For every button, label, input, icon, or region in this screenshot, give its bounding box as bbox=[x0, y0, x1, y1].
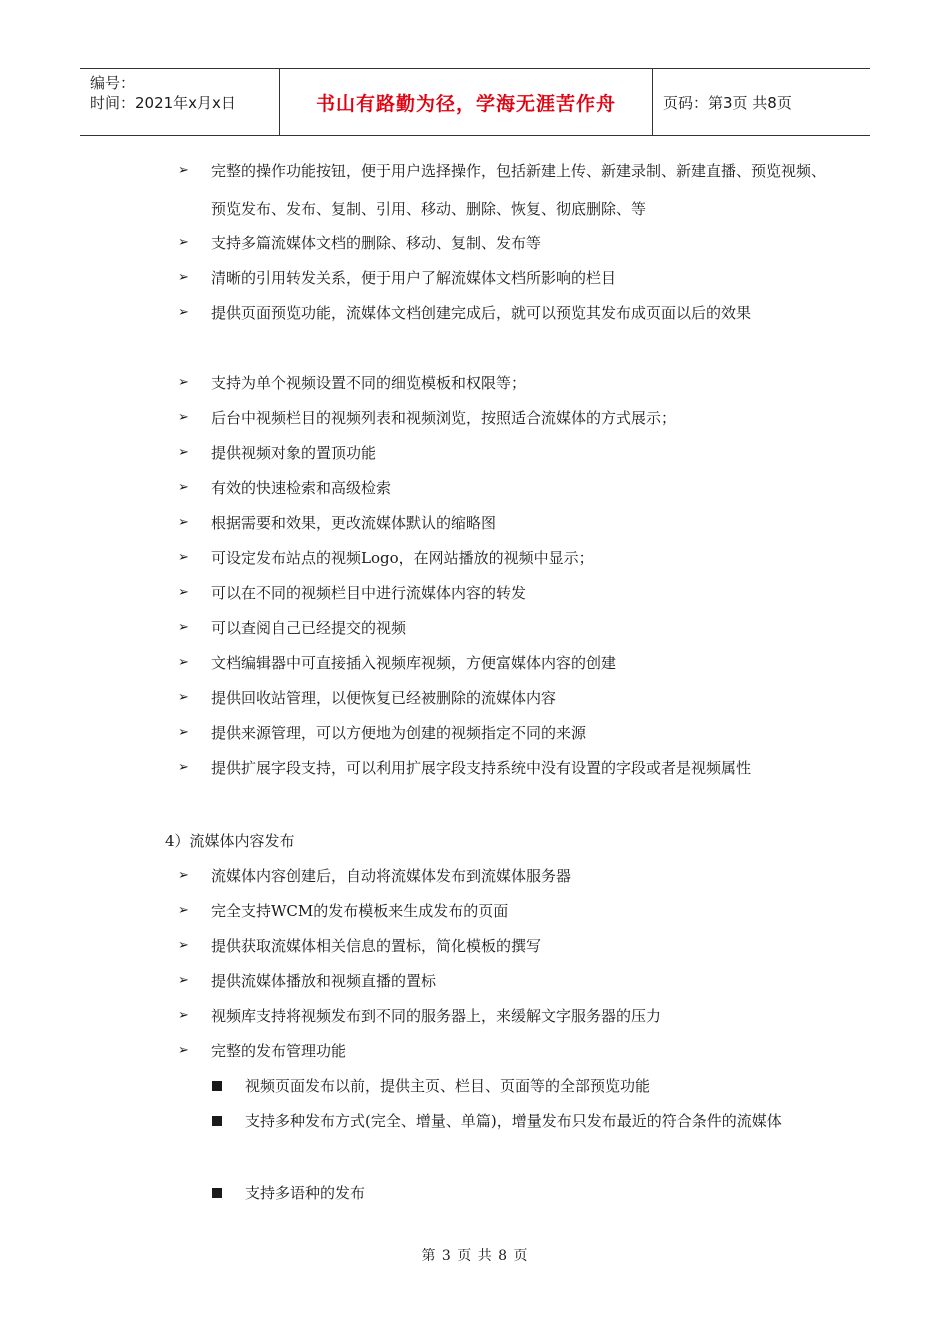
arrow-bullet-icon: ➢ bbox=[178, 760, 189, 775]
list-item: ➢ 视频库支持将视频发布到不同的服务器上，来缓解文字服务器的压力 bbox=[178, 997, 828, 1035]
square-bullet-icon bbox=[212, 1081, 222, 1091]
list-item: ➢ 文档编辑器中可直接插入视频库视频，方便富媒体内容的创建 bbox=[178, 644, 828, 682]
doc-number-label: 编号： bbox=[90, 74, 136, 92]
arrow-bullet-icon: ➢ bbox=[178, 235, 189, 250]
arrow-bullet-icon: ➢ bbox=[178, 550, 189, 565]
arrow-bullet-icon: ➢ bbox=[178, 270, 189, 285]
header-motto: 书山有路勤为径，学海无涯苦作舟 bbox=[280, 69, 653, 135]
list-item: ➢ 可以在不同的视频栏目中进行流媒体内容的转发 bbox=[178, 574, 828, 612]
arrow-bullet-icon: ➢ bbox=[178, 585, 189, 600]
arrow-bullet-icon: ➢ bbox=[178, 868, 189, 883]
arrow-bullet-icon: ➢ bbox=[178, 305, 189, 320]
list-item: ➢ 提供视频对象的置顶功能 bbox=[178, 434, 828, 472]
list-item: ➢ 根据需要和效果，更改流媒体默认的缩略图 bbox=[178, 504, 828, 542]
list-item: ➢ 完整的操作功能按钮，便于用户选择操作，包括新建上传、新建录制、新建直播、预览视频、预览发布、发布、复制、引用、移动、删除、恢复、彻底删除、等 bbox=[178, 152, 828, 228]
list-item: ➢ 流媒体内容创建后，自动将流媒体发布到流媒体服务器 bbox=[178, 857, 828, 895]
header-meta bbox=[80, 69, 280, 135]
header-page-info: 页码：第3页 共8页 bbox=[663, 93, 792, 112]
arrow-bullet-icon: ➢ bbox=[178, 973, 189, 988]
list-item: ➢ 提供扩展字段支持，可以利用扩展字段支持系统中没有设置的字段或者是视频属性 bbox=[178, 749, 828, 787]
list-item: ➢ 可以查阅自己已经提交的视频 bbox=[178, 609, 828, 647]
page-header bbox=[80, 68, 870, 136]
list-item: ➢ 提供获取流媒体相关信息的置标，简化模板的撰写 bbox=[178, 927, 828, 965]
list-item: ➢ 可设定发布站点的视频Logo，在网站播放的视频中显示； bbox=[178, 539, 828, 577]
list-item: ➢ 提供流媒体播放和视频直播的置标 bbox=[178, 962, 828, 1000]
arrow-bullet-icon: ➢ bbox=[178, 620, 189, 635]
list-item: ➢ 支持为单个视频设置不同的细览模板和权限等； bbox=[178, 364, 828, 402]
list-item: ➢ 提供页面预览功能，流媒体文档创建完成后，就可以预览其发布成页面以后的效果 bbox=[178, 294, 828, 332]
sub-list-item: 支持多种发布方式(完全、增量、单篇)，增量发布只发布最近的符合条件的流媒体 bbox=[210, 1102, 820, 1140]
arrow-bullet-icon: ➢ bbox=[178, 515, 189, 530]
square-bullet-icon bbox=[212, 1188, 222, 1198]
section-heading: 4）流媒体内容发布 bbox=[165, 832, 295, 850]
page-footer: 第 3 页 共 8 页 bbox=[421, 1248, 529, 1264]
arrow-bullet-icon: ➢ bbox=[178, 938, 189, 953]
arrow-bullet-icon: ➢ bbox=[178, 163, 189, 178]
arrow-bullet-icon: ➢ bbox=[178, 1043, 189, 1058]
list-item: ➢ 后台中视频栏目的视频列表和视频浏览，按照适合流媒体的方式展示； bbox=[178, 399, 828, 437]
list-item: ➢ 完整的发布管理功能 bbox=[178, 1032, 828, 1070]
sub-list-item: 支持多语种的发布 bbox=[210, 1174, 820, 1212]
arrow-bullet-icon: ➢ bbox=[178, 375, 189, 390]
list-item: ➢ 有效的快速检索和高级检索 bbox=[178, 469, 828, 507]
list-item: ➢ 清晰的引用转发关系，便于用户了解流媒体文档所影响的栏目 bbox=[178, 259, 828, 297]
arrow-bullet-icon: ➢ bbox=[178, 445, 189, 460]
list-item: ➢ 完全支持WCM的发布模板来生成发布的页面 bbox=[178, 892, 828, 930]
arrow-bullet-icon: ➢ bbox=[178, 1008, 189, 1023]
arrow-bullet-icon: ➢ bbox=[178, 655, 189, 670]
arrow-bullet-icon: ➢ bbox=[178, 903, 189, 918]
list-item: ➢ 提供回收站管理，以便恢复已经被删除的流媒体内容 bbox=[178, 679, 828, 717]
sub-list-item: 视频页面发布以前，提供主页、栏目、页面等的全部预览功能 bbox=[210, 1067, 820, 1105]
list-item: ➢ 支持多篇流媒体文档的删除、移动、复制、发布等 bbox=[178, 224, 828, 262]
list-item: ➢ 提供来源管理，可以方便地为创建的视频指定不同的来源 bbox=[178, 714, 828, 752]
arrow-bullet-icon: ➢ bbox=[178, 410, 189, 425]
arrow-bullet-icon: ➢ bbox=[178, 725, 189, 740]
doc-time-label: 时间：2021年x月x日 bbox=[90, 94, 236, 112]
square-bullet-icon bbox=[212, 1116, 222, 1126]
arrow-bullet-icon: ➢ bbox=[178, 690, 189, 705]
arrow-bullet-icon: ➢ bbox=[178, 480, 189, 495]
